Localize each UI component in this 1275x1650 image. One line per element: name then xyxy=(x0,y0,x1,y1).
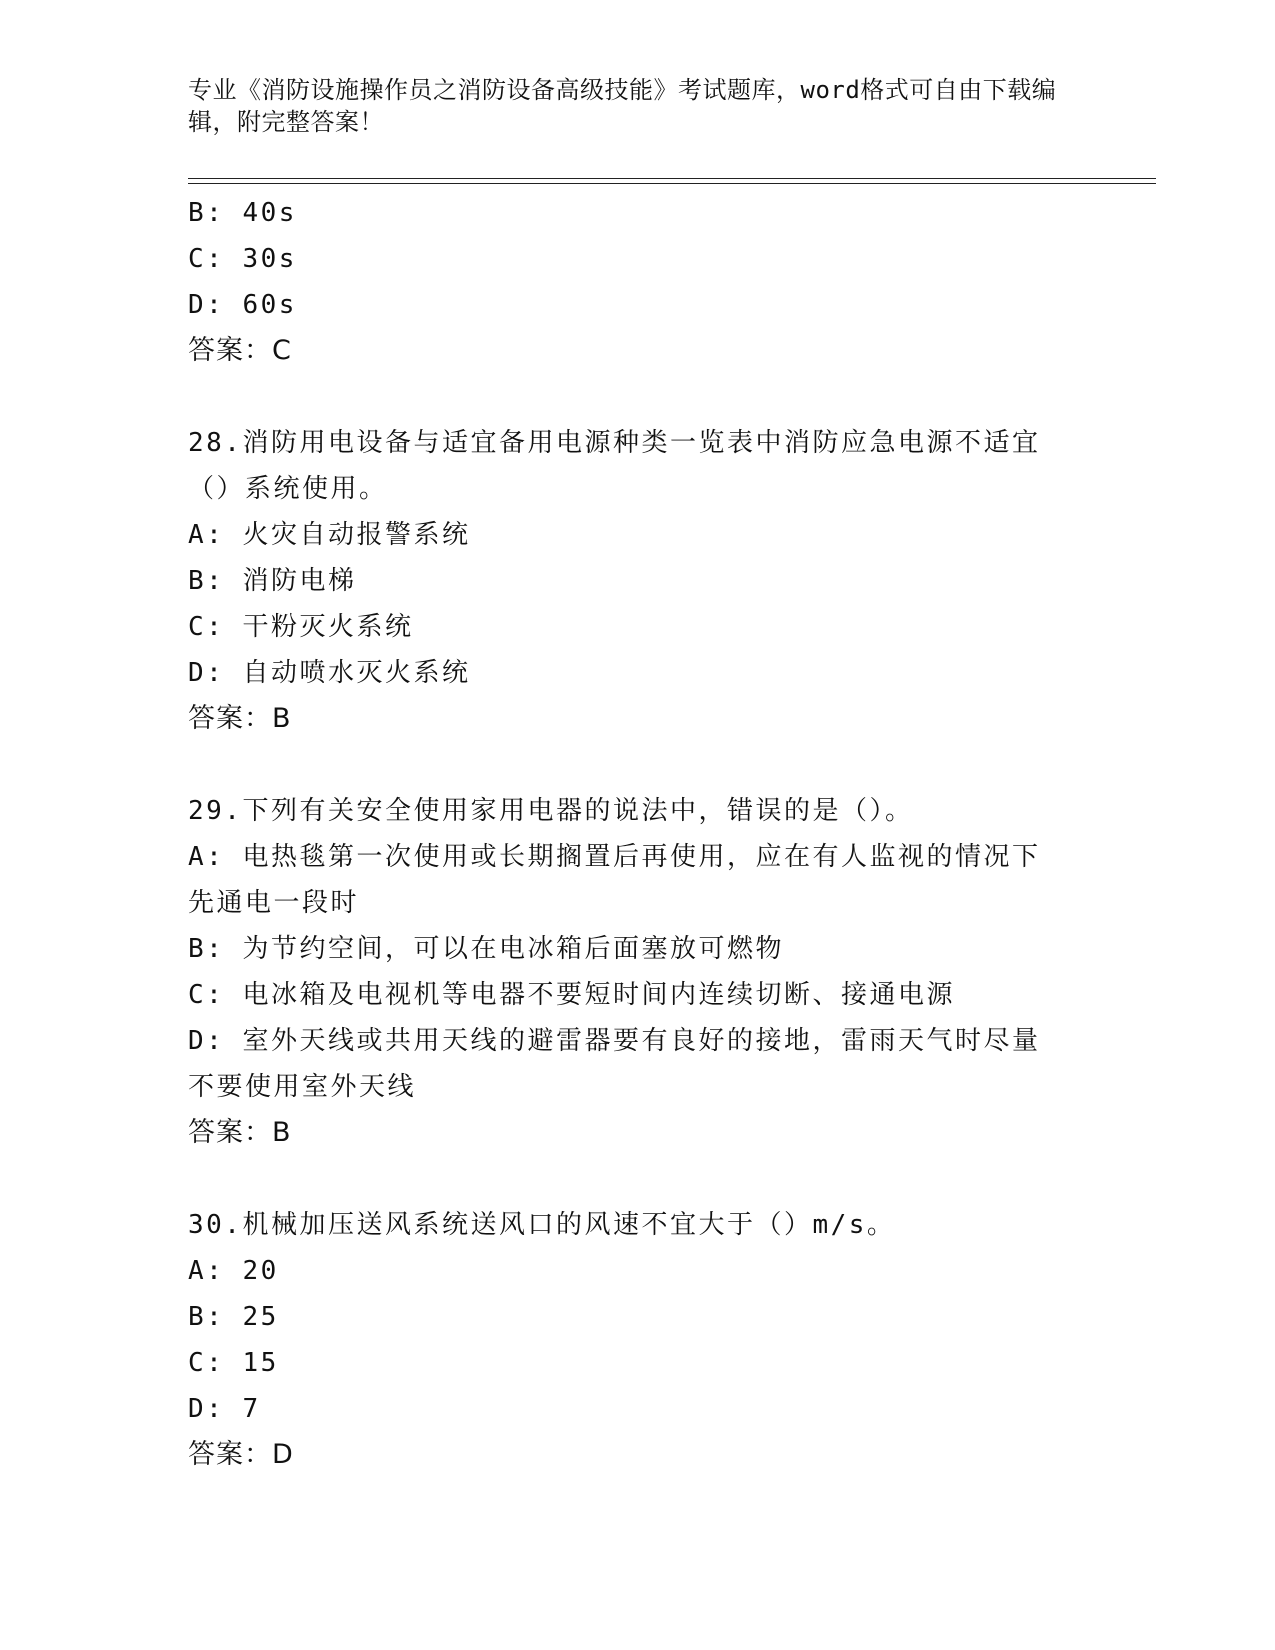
question-30 xyxy=(188,1202,1068,1478)
option-d: D: 60s xyxy=(188,290,297,320)
option-b: B: 25 xyxy=(188,1302,279,1332)
question-28 xyxy=(188,420,1068,742)
header-divider-top xyxy=(188,178,1156,179)
header-divider-bottom xyxy=(188,183,1156,184)
option-b: B: 消防电梯 xyxy=(188,566,357,596)
spacer xyxy=(188,1156,1068,1202)
question-27-tail xyxy=(188,190,1068,374)
option-c: C: 30s xyxy=(188,244,297,274)
option-d: D: 自动喷水灭火系统 xyxy=(188,658,471,688)
question-stem: 28.消防用电设备与适宜备用电源种类一览表中消防应急电源不适宜（）系统使用。 xyxy=(188,428,1041,504)
option-a: A: 电热毯第一次使用或长期搁置后再使用，应在有人监视的情况下先通电一段时 xyxy=(188,842,1041,918)
question-29 xyxy=(188,788,1068,1156)
option-a: A: 20 xyxy=(188,1256,279,1286)
answer-line: 答案：D xyxy=(188,1439,294,1470)
spacer xyxy=(188,742,1068,788)
spacer xyxy=(188,374,1068,420)
answer-line: 答案：B xyxy=(188,1117,292,1148)
option-c: C: 电冰箱及电视机等电器不要短时间内连续切断、接通电源 xyxy=(188,980,955,1010)
question-stem: 29.下列有关安全使用家用电器的说法中，错误的是（）。 xyxy=(188,796,914,826)
question-list xyxy=(188,190,1068,1478)
answer-line: 答案：C xyxy=(188,335,292,366)
option-d: D: 7 xyxy=(188,1394,261,1424)
option-c: C: 15 xyxy=(188,1348,279,1378)
question-stem: 30.机械加压送风系统送风口的风速不宜大于（）m/s。 xyxy=(188,1210,896,1240)
option-b: B: 为节约空间，可以在电冰箱后面塞放可燃物 xyxy=(188,934,784,964)
option-b: B: 40s xyxy=(188,198,297,228)
answer-line: 答案：B xyxy=(188,703,292,734)
option-c: C: 干粉灭火系统 xyxy=(188,612,414,642)
option-a: A: 火灾自动报警系统 xyxy=(188,520,471,550)
document-header: 专业《消防设施操作员之消防设备高级技能》考试题库，word格式可自由下载编辑，附完整答案！ xyxy=(188,76,1057,136)
option-d: D: 室外天线或共用天线的避雷器要有良好的接地，雷雨天气时尽量不要使用室外天线 xyxy=(188,1026,1041,1102)
